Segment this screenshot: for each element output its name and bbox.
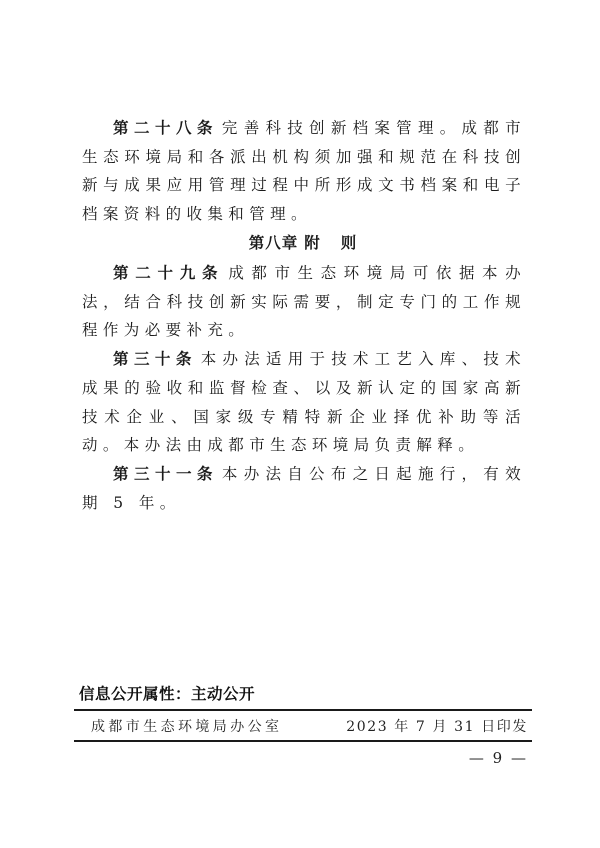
article-block-28 [82,114,526,229]
issuing-office: 成都市生态环境局办公室 [91,719,283,735]
article-text: 本办法适用于技术工艺入库、技术成果的验收和监督检查、以及新认定的国家高新技术企业、国家级专精特新企业择优补助等活动。本办法由成都市生态环境局负责解释。 [82,350,526,455]
disclosure-value: 主动公开 [191,685,256,703]
page-number: — 9 — [468,749,528,767]
articles-block [82,259,526,517]
article-29 [82,259,526,345]
article-label: 第三十条 [113,350,197,369]
article-text: 完善科技创新档案管理。成都市生态环境局和各派出机构须加强和规范在科技创新与成果应用管理过程中所形成文书档案和电子档案资料的收集和管理。 [82,119,526,224]
disclosure-attribute [79,680,255,708]
footer-rule-bottom [74,740,532,742]
chapter-number: 第八章 [248,234,299,252]
footer-rule-top [74,709,532,711]
article-label: 第二十八条 [113,119,218,137]
print-date: 2023 年 7 月 31 日印发 [346,719,528,735]
article-30 [82,345,526,460]
article-text: 成都市生态环境局可依据本办法，结合科技创新实际需要，制定专门的工作规程作为必要补充。 [82,264,526,340]
article-28 [82,114,526,229]
article-label: 第三十一条 [113,464,218,483]
article-31 [82,460,526,517]
chapter-title-part2: 则 [340,234,358,252]
chapter-title-part1: 附 [304,234,321,252]
disclosure-label: 信息公开属性： [79,685,192,703]
article-text: 本办法自公布之日起施行，有效期 5 年。 [82,464,526,512]
chapter-heading [0,229,600,258]
article-label: 第二十九条 [113,264,225,282]
